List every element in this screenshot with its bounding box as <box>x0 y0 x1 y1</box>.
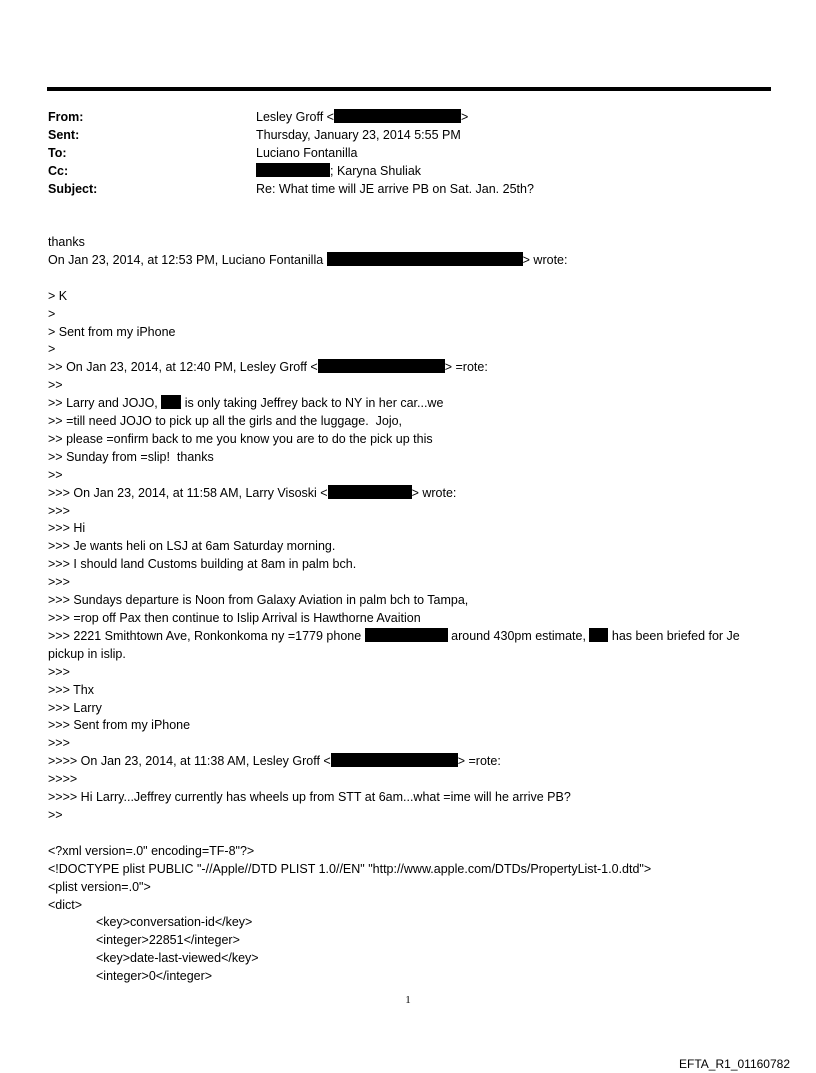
body-line: >>> Je wants heli on LSJ at 6am Saturday morning. <box>48 539 336 554</box>
line-text: >> Larry and JOJO, <box>48 396 162 411</box>
redaction-box <box>331 753 458 767</box>
body-line: > K <box>48 288 68 303</box>
body-line: >>> <box>48 664 70 679</box>
line-text: > wrote: <box>522 252 568 267</box>
body-line: >> <box>48 807 63 822</box>
cc-value <box>256 162 421 180</box>
body-line <box>48 825 774 843</box>
line-text: is only taking Jeffrey back to NY in her car...we <box>181 396 444 411</box>
body-line: >> please =onfirm back to me you know you are to do the pick up this <box>48 431 433 446</box>
xml-line: <plist version=.0"> <box>48 879 151 894</box>
body-line: >>> Larry <box>48 700 102 715</box>
body-line <box>48 270 774 288</box>
from-label: From: <box>48 110 84 124</box>
body-line: thanks <box>48 235 85 249</box>
email-body <box>48 234 774 986</box>
line-text: > =rote: <box>444 360 488 375</box>
redaction-box <box>334 109 461 123</box>
body-line: > <box>48 306 56 321</box>
line-text: >>> 2221 Smithtown Ave, Ronkonkoma ny =1779 phone <box>48 628 365 643</box>
body-line <box>48 485 774 503</box>
cc-names: ; Karyna Shuliak <box>330 164 422 178</box>
xml-line: <key>date-last-viewed</key> <box>96 951 259 966</box>
sent-value: Thursday, January 23, 2014 5:55 PM <box>256 128 461 142</box>
body-line: >>>> Hi Larry...Jeffrey currently has wheels up from STT at 6am...what =ime will he arrive PB? <box>48 790 571 805</box>
document-id: EFTA_R1_01160782 <box>679 1057 790 1071</box>
line-text: On Jan 23, 2014, at 12:53 PM, Luciano Fontanilla <box>48 252 327 267</box>
to-label: To: <box>48 146 67 160</box>
subject-label: Subject: <box>48 182 98 196</box>
cc-label: Cc: <box>48 164 69 178</box>
body-line: >>> I should land Customs building at 8am in palm bch. <box>48 557 357 572</box>
body-line: >>> Hi <box>48 521 86 536</box>
subject-value: Re: What time will JE arrive PB on Sat. Jan. 25th? <box>256 182 534 196</box>
xml-line: <integer>0</integer> <box>96 969 213 984</box>
body-line: >>> =rop off Pax then continue to Islip Arrival is Hawthorne Avaition <box>48 611 421 626</box>
line-text: has been briefed for Je pickup in islip. <box>48 628 740 661</box>
header-rule <box>47 87 771 91</box>
page-number: 1 <box>405 994 411 1006</box>
body-line: >>> <box>48 503 70 518</box>
xml-line: <dict> <box>48 897 83 912</box>
from-suffix: > <box>460 110 469 124</box>
body-line: >> Sunday from =slip! thanks <box>48 449 214 464</box>
line-text: > =rote: <box>457 754 501 769</box>
body-line <box>48 753 774 771</box>
xml-line: <!DOCTYPE plist PUBLIC "-//Apple//DTD PLIST 1.0//EN" "http://www.apple.com/DTDs/PropertyList-1.0.dtd"> <box>48 861 652 876</box>
from-name: Lesley Groff < <box>256 110 334 124</box>
redaction-box <box>328 485 412 499</box>
xml-line: <integer>22851</integer> <box>96 933 240 948</box>
sent-label: Sent: <box>48 128 80 142</box>
line-text: >>>> On Jan 23, 2014, at 11:38 AM, Lesley Groff < <box>48 754 331 769</box>
body-line <box>48 628 774 664</box>
xml-line: <key>conversation-id</key> <box>96 915 253 930</box>
body-line: > Sent from my iPhone <box>48 324 176 339</box>
body-line <box>48 252 774 270</box>
body-line: >> <box>48 378 63 393</box>
body-line <box>48 395 774 413</box>
from-value <box>256 108 468 126</box>
body-line <box>48 359 774 377</box>
redaction-box <box>318 359 445 373</box>
body-line: >>> Thx <box>48 682 94 697</box>
xml-line: <?xml version=.0" encoding=TF-8"?> <box>48 843 255 858</box>
body-line: >>> Sent from my iPhone <box>48 718 191 733</box>
redaction-box <box>161 395 181 409</box>
body-line: >>>> <box>48 772 78 787</box>
line-text: around 430pm estimate, <box>447 628 590 643</box>
to-value: Luciano Fontanilla <box>256 146 358 160</box>
body-line: >> =till need JOJO to pick up all the girls and the luggage. Jojo, <box>48 414 403 429</box>
redaction-box <box>327 252 523 266</box>
body-line: >>> <box>48 736 70 751</box>
redaction-box <box>589 628 608 642</box>
line-text: >> On Jan 23, 2014, at 12:40 PM, Lesley Groff < <box>48 360 318 375</box>
body-line: >>> Sundays departure is Noon from Galaxy Aviation in palm bch to Tampa, <box>48 593 469 608</box>
body-line: >>> <box>48 575 70 590</box>
body-line: >> <box>48 467 63 482</box>
body-line: > <box>48 342 56 357</box>
redaction-box <box>256 163 330 177</box>
redaction-box <box>365 628 448 642</box>
line-text: >>> On Jan 23, 2014, at 11:58 AM, Larry Visoski < <box>48 485 328 500</box>
line-text: > wrote: <box>411 485 457 500</box>
